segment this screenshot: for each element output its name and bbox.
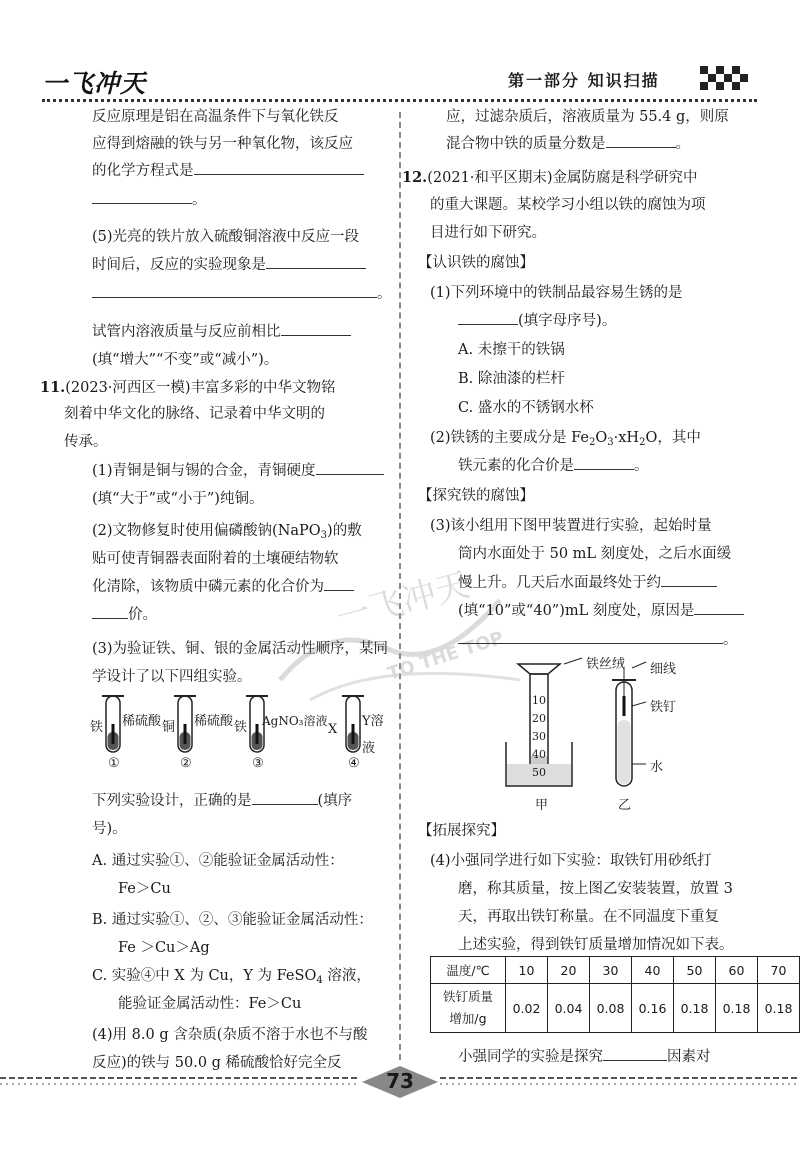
tube-metal-label: 铁 xyxy=(90,720,104,735)
tube-number: ② xyxy=(180,756,192,771)
text-line xyxy=(92,281,392,308)
answer-blank[interactable] xyxy=(606,132,676,148)
text-segment: (填字母序号)。 xyxy=(518,313,617,329)
answer-blank[interactable] xyxy=(661,571,717,587)
question-5-line: (5)光亮的铁片放入硫酸铜溶液中反应一段 xyxy=(92,229,360,245)
text-segment: 。 xyxy=(723,632,738,648)
test-tube-4 xyxy=(342,696,364,752)
text-line: (1)下列环境中的铁制品最容易生锈的是 xyxy=(430,285,683,301)
text-segment: 。 xyxy=(675,136,690,152)
label-nail: 铁钉 xyxy=(650,700,677,715)
temperature-data-table xyxy=(430,956,800,1033)
text-line xyxy=(92,187,207,214)
answer-blank[interactable] xyxy=(324,575,354,591)
apparatus-yi xyxy=(612,662,646,786)
text-line: (3)为验证铁、铜、银的金属活动性顺序，某同 xyxy=(92,641,389,657)
answer-blank[interactable] xyxy=(252,789,318,805)
option-b: B. 通过实验①、②、③能验证金属活动性： xyxy=(92,912,373,928)
text-line: 的重大课题。某校学习小组以铁的腐蚀为项 xyxy=(430,197,706,213)
tube-number: ③ xyxy=(252,756,264,771)
table-cell: 20 xyxy=(547,957,589,984)
text-segment: (填序 xyxy=(317,793,353,809)
text-segment: ·xH xyxy=(613,430,640,446)
option-b: B. 除油漆的栏杆 xyxy=(458,371,565,387)
answer-blank[interactable] xyxy=(266,253,366,269)
text-line: 传承。 xyxy=(64,434,108,450)
watermark-english-text: TO THE TOP xyxy=(385,627,507,685)
text-segment: 。 xyxy=(377,286,392,302)
section-heading: 【认识铁的腐蚀】 xyxy=(418,255,534,271)
scale-tick: 40 xyxy=(532,748,546,761)
tube-number: ④ xyxy=(348,756,360,771)
text-line: 上述实验，得到铁钉质量增加情况如下表。 xyxy=(458,937,734,953)
section-heading: 【拓展探究】 xyxy=(418,823,505,839)
text-segment: (1)青铜是铜与锡的合金，青铜硬度 xyxy=(92,463,316,479)
answer-blank[interactable] xyxy=(92,603,128,619)
text-segment: 的化学方程式是 xyxy=(92,163,194,179)
text-segment: 试管内溶液质量与反应前相比 xyxy=(92,324,281,340)
option-c xyxy=(92,963,371,994)
text-segment: 因素对 xyxy=(667,1049,711,1065)
text-segment: 价。 xyxy=(128,607,157,623)
table-row xyxy=(431,957,800,984)
question-number: 11. xyxy=(40,379,66,396)
test-tube-1 xyxy=(102,696,124,752)
answer-blank[interactable] xyxy=(92,282,377,298)
apparatus-diagram xyxy=(496,656,726,816)
text-line: 学设计了以下四组实验。 xyxy=(92,669,252,685)
text-line xyxy=(92,602,157,629)
text-line: (3)该小组用下图甲装置进行实验，起始时量 xyxy=(430,518,712,534)
tube-solution-label: 稀硫酸 xyxy=(122,714,162,729)
answer-blank[interactable] xyxy=(574,454,634,470)
table-row xyxy=(431,984,800,1033)
text-segment: 。 xyxy=(192,192,207,208)
question-number: 12. xyxy=(402,169,428,186)
text-line xyxy=(92,788,352,815)
tube-solution-label: Y溶液 xyxy=(362,714,384,756)
scale-tick: 10 xyxy=(532,694,546,707)
tube-solution-label: AgNO₃溶液 xyxy=(262,714,328,728)
text-line: 天，再取出铁钉称量。在不同温度下重复 xyxy=(458,909,719,925)
text-line: 目进行如下研究。 xyxy=(430,225,546,241)
text-line xyxy=(458,308,616,335)
text-line: 磨，称其质量，按上图乙安装装置，放置 3 xyxy=(458,881,733,897)
tube-solution-label: 稀硫酸 xyxy=(194,714,234,729)
answer-blank[interactable] xyxy=(316,459,384,475)
text-line xyxy=(458,570,717,597)
table-header-line: 增加/g xyxy=(449,1011,487,1026)
option-c: C. 盛水的不锈钢水杯 xyxy=(458,400,594,416)
text-segment: (2)文物修复时使用偏磷酸钠(NaPO xyxy=(92,523,321,539)
text-line: 反应原理是铝在高温条件下与氧化铁反 xyxy=(92,109,339,125)
option-b-cont: Fe ＞Cu＞Ag xyxy=(118,940,210,956)
subscript: 2 xyxy=(589,437,596,448)
tube-metal-label: X xyxy=(328,722,338,737)
text-line xyxy=(92,458,384,485)
table-cell: 0.18 xyxy=(673,984,715,1033)
text-segment: 。 xyxy=(634,458,649,474)
page-header xyxy=(0,0,800,110)
text-segment: O xyxy=(595,430,608,446)
answer-blank[interactable] xyxy=(92,188,192,204)
answer-blank[interactable] xyxy=(458,309,518,325)
text-segment: 化清除，该物质中磷元素的化合价为 xyxy=(92,579,324,595)
answer-blank[interactable] xyxy=(603,1045,667,1061)
text-segment: 下列实验设计，正确的是 xyxy=(92,793,252,809)
option-a: A. 通过实验①、②能验证金属活动性： xyxy=(92,853,344,869)
text-line: 应得到熔融的铁与另一种氧化物，该反应 xyxy=(92,136,353,152)
table-cell: 60 xyxy=(715,957,757,984)
watermark-logo-text: 一飞冲天 xyxy=(331,564,474,639)
page-number: 73 xyxy=(386,1069,414,1093)
text-segment: (2)铁锈的主要成分是 Fe xyxy=(430,430,589,446)
text-segment: (2023·河西区一模)丰富多彩的中华文物铭 xyxy=(65,380,336,396)
text-segment: 混合物中铁的质量分数是 xyxy=(446,136,606,152)
table-header-cell xyxy=(431,984,506,1033)
table-cell: 0.04 xyxy=(547,984,589,1033)
label-thread: 细线 xyxy=(650,662,677,677)
subscript: 3 xyxy=(607,437,614,448)
subscript: 2 xyxy=(639,437,646,448)
text-line: 号)。 xyxy=(92,821,127,837)
text-segment: (2021·和平区期末)金属防腐是科学研究中 xyxy=(427,170,698,186)
text-line xyxy=(92,319,351,346)
scale-tick: 30 xyxy=(532,730,546,743)
text-line: 筒内水面处于 50 mL 刻度处，之后水面缓 xyxy=(458,546,732,562)
label-iron-wool: 铁丝绒 xyxy=(586,657,626,672)
text-segment: 小强同学的实验是探究 xyxy=(458,1049,603,1065)
text-segment: C. 实验④中 X 为 Cu，Y 为 FeSO xyxy=(92,968,317,984)
text-line xyxy=(92,574,354,601)
text-segment: 铁元素的化合价是 xyxy=(458,458,574,474)
label-water: 水 xyxy=(650,760,664,775)
text-line: 刻着中华文化的脉络、记录着中华文明的 xyxy=(64,406,325,422)
text-line: 应，过滤杂质后，溶液质量为 55.4 g，则原 xyxy=(446,109,729,125)
tube-metal-label: 铁 xyxy=(234,720,248,735)
text-segment: (填“10”或“40”)mL 刻度处，原因是 xyxy=(458,603,695,619)
text-line: (填“大于”或“小于”)纯铜。 xyxy=(92,491,264,507)
text-line xyxy=(92,518,362,549)
text-line xyxy=(446,131,690,158)
answer-blank[interactable] xyxy=(194,159,364,175)
text-segment: O，其中 xyxy=(645,430,701,446)
question-12-line xyxy=(402,164,698,192)
answer-blank[interactable] xyxy=(458,628,723,644)
subscript: 3 xyxy=(320,530,328,541)
section-heading: 【探究铁的腐蚀】 xyxy=(418,488,534,504)
option-a: A. 未擦干的铁锅 xyxy=(458,342,565,358)
text-line xyxy=(458,598,744,625)
table-cell: 0.16 xyxy=(631,984,673,1033)
text-line xyxy=(430,425,701,456)
text-segment: 溶液， xyxy=(322,968,371,984)
tube-metal-label: 铜 xyxy=(162,720,176,735)
scale-tick: 50 xyxy=(532,766,546,779)
figure-caption-yi: 乙 xyxy=(618,798,632,813)
header-divider xyxy=(42,99,757,102)
text-line: (4)小强同学进行如下实验：取铁钉用砂纸打 xyxy=(430,853,712,869)
text-segment: 慢上升。几天后水面最终处于约 xyxy=(458,575,661,591)
table-header-cell: 温度/℃ xyxy=(431,957,506,984)
test-tube-2 xyxy=(174,696,196,752)
text-line: 反应)的铁与 50.0 g 稀硫酸恰好完全反 xyxy=(92,1055,342,1071)
text-line xyxy=(92,252,366,279)
table-cell: 10 xyxy=(505,957,547,984)
table-cell: 0.02 xyxy=(505,984,547,1033)
text-line: (4)用 8.0 g 含杂质(杂质不溶于水也不与酸 xyxy=(92,1027,368,1043)
answer-blank[interactable] xyxy=(281,320,351,336)
option-a-cont: Fe＞Cu xyxy=(118,881,171,897)
table-cell: 70 xyxy=(757,957,799,984)
text-segment: )的敷 xyxy=(327,523,362,539)
brand-logo: 一飞冲天 xyxy=(42,69,147,98)
option-c-cont: 能验证金属活动性：Fe＞Cu xyxy=(118,996,302,1012)
section-title: 第一部分 知识扫描 xyxy=(508,71,660,90)
table-cell: 0.08 xyxy=(589,984,631,1033)
checker-decoration-icon xyxy=(700,66,748,96)
tube-number: ① xyxy=(108,756,120,771)
table-cell: 50 xyxy=(673,957,715,984)
table-cell: 40 xyxy=(631,957,673,984)
text-line xyxy=(92,158,364,185)
text-line xyxy=(458,453,649,480)
table-cell: 0.18 xyxy=(715,984,757,1033)
table-cell: 0.18 xyxy=(757,984,799,1033)
answer-blank[interactable] xyxy=(694,599,744,615)
text-line: 贴可使青铜器表面附着的土壤硬结物软 xyxy=(92,551,339,567)
subscript: 4 xyxy=(316,975,323,986)
text-line: (填“增大”“不变”或“减小”)。 xyxy=(92,352,279,368)
text-segment: 时间后，反应的实验现象是 xyxy=(92,257,266,273)
scale-tick: 20 xyxy=(532,712,546,725)
text-line xyxy=(458,627,738,654)
table-header-line: 铁钉质量 xyxy=(442,989,493,1004)
question-11-line xyxy=(40,374,336,402)
table-cell: 30 xyxy=(589,957,631,984)
figure-caption-jia: 甲 xyxy=(535,798,549,813)
